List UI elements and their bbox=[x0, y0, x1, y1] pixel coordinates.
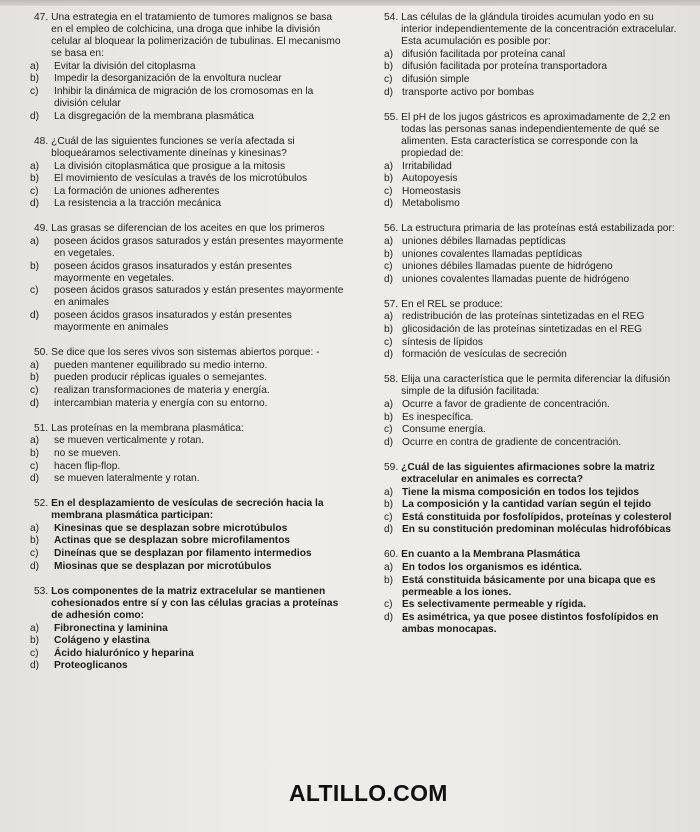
answer-option bbox=[30, 535, 346, 547]
question-49 bbox=[30, 223, 346, 334]
question-text: La estructura primaria de las proteínas está estabilizada por: bbox=[401, 223, 675, 235]
option-text: redistribución de las proteínas sintetizadas en el REG bbox=[402, 311, 645, 323]
question-58 bbox=[384, 374, 684, 449]
option-text: uniones covalentes llamadas puente de hidrógeno bbox=[402, 273, 630, 285]
option-text: pueden producir réplicas iguales o semejantes. bbox=[54, 372, 267, 384]
option-text: Consume energía. bbox=[402, 424, 486, 436]
option-text: Evitar la división del citoplasma bbox=[54, 60, 196, 72]
question-stem bbox=[34, 498, 346, 522]
question-52 bbox=[30, 498, 346, 573]
option-text: transporte activo por bombas bbox=[402, 86, 534, 98]
answer-option bbox=[30, 173, 346, 185]
option-text: Proteoglicanos bbox=[54, 660, 128, 672]
option-text: Dineínas que se desplazan por filamento intermedios bbox=[54, 548, 312, 560]
option-text: poseen ácidos grasos saturados y están presentes mayormente en vegetales. bbox=[54, 236, 344, 260]
answer-option bbox=[30, 160, 346, 173]
answer-option bbox=[384, 424, 684, 436]
option-text: El movimiento de vesículas a través de los microtúbulos bbox=[54, 173, 308, 185]
option-text: uniones covalentes llamadas peptídicas bbox=[402, 248, 583, 260]
option-text: La formación de uniones adherentes bbox=[54, 185, 220, 197]
answer-option bbox=[384, 499, 684, 511]
answer-option bbox=[384, 612, 684, 636]
option-text: Colágeno y elastina bbox=[54, 635, 150, 647]
option-text: Está constituida por fosfolípidos, proteínas y colesterol bbox=[402, 511, 672, 523]
question-55 bbox=[384, 112, 684, 211]
option-text: La resistencia a la tracción mecánica bbox=[54, 198, 222, 210]
option-letter: d) bbox=[384, 198, 394, 210]
answer-option bbox=[30, 635, 346, 647]
option-letter: d) bbox=[384, 524, 394, 536]
option-text: La composición y la cantidad varían según el tejido bbox=[402, 499, 652, 511]
option-letter: c) bbox=[384, 336, 393, 348]
question-text: Elija una característica que le permita diferenciar la difusión simple de la difusión facilitada: bbox=[401, 374, 671, 398]
top-edge-shadow bbox=[0, 0, 700, 6]
option-text: difusión facilitada por proteína canal bbox=[402, 48, 566, 60]
question-stem bbox=[384, 462, 684, 486]
answer-option bbox=[30, 622, 346, 635]
option-text: Irritabilidad bbox=[402, 160, 452, 172]
question-number: 47. bbox=[34, 12, 49, 23]
option-letter: d) bbox=[30, 198, 40, 210]
option-text: Metabolismo bbox=[402, 198, 460, 210]
option-text: formación de vesículas de secreción bbox=[402, 349, 567, 361]
question-59 bbox=[384, 462, 684, 537]
option-letter: c) bbox=[30, 647, 39, 659]
answer-option bbox=[30, 435, 346, 447]
answer-option bbox=[30, 310, 346, 334]
question-text: ¿Cuál de las siguientes funciones se vería afectada si bloqueáramos selectivamente dineínas y kinesinas? bbox=[51, 135, 295, 159]
option-text: Ocurre a favor de gradiente de concentración. bbox=[402, 399, 610, 411]
question-text: Las grasas se diferencian de los aceites en que los primeros bbox=[51, 223, 325, 235]
option-letter: c) bbox=[384, 424, 393, 436]
answer-option bbox=[30, 60, 346, 73]
question-number: 59. bbox=[384, 461, 399, 473]
option-letter: b) bbox=[30, 447, 40, 459]
option-text: uniones débiles llamadas peptídicas bbox=[402, 236, 566, 247]
left-column bbox=[30, 12, 346, 685]
option-letter: a) bbox=[30, 160, 40, 172]
question-text: Las proteínas en la membrana plasmática: bbox=[51, 422, 244, 434]
option-letter: a) bbox=[384, 486, 394, 498]
option-letter: c) bbox=[30, 86, 39, 98]
question-stem bbox=[34, 136, 346, 160]
option-text: Homeostasis bbox=[402, 185, 461, 197]
question-number: 51. bbox=[34, 422, 49, 434]
option-letter: a) bbox=[384, 236, 394, 247]
option-letter: c) bbox=[384, 185, 393, 197]
option-letter: d) bbox=[384, 611, 394, 623]
right-column bbox=[384, 12, 684, 649]
option-letter: d) bbox=[30, 110, 40, 122]
option-text: Impedir la desorganización de la envoltura nuclear bbox=[54, 73, 282, 85]
answer-option bbox=[384, 173, 684, 185]
answer-option bbox=[384, 198, 684, 210]
question-stem bbox=[384, 12, 684, 48]
option-letter: a) bbox=[30, 60, 40, 72]
option-text: Autopoyesis bbox=[402, 173, 458, 185]
option-letter: a) bbox=[384, 562, 394, 574]
answer-option bbox=[30, 447, 346, 460]
answer-option bbox=[384, 324, 684, 336]
option-text: uniones débiles llamadas puente de hidrógeno bbox=[402, 261, 613, 273]
answer-option bbox=[384, 412, 684, 424]
option-letter: c) bbox=[384, 73, 393, 85]
question-number: 55. bbox=[384, 111, 399, 123]
option-text: La división citoplasmática que prosigue a la mitosis bbox=[54, 160, 286, 172]
answer-option bbox=[384, 49, 684, 61]
option-text: difusión facilitada por proteína transportadora bbox=[402, 61, 608, 73]
option-text: poseen ácidos grasos insaturados y están presentes mayormente en animales bbox=[54, 310, 292, 334]
option-letter: b) bbox=[30, 260, 40, 272]
answer-option bbox=[30, 86, 346, 110]
answer-option bbox=[384, 562, 684, 574]
option-text: Kinesinas que se desplazan sobre microtúbulos bbox=[54, 522, 288, 534]
option-text: pueden mantener equilibrado su medio interno. bbox=[54, 359, 268, 371]
question-50 bbox=[30, 347, 346, 409]
answer-option bbox=[30, 73, 346, 85]
option-text: La disgregación de la membrana plasmática bbox=[54, 110, 254, 122]
option-text: síntesis de lípidos bbox=[402, 336, 483, 348]
answer-option bbox=[384, 337, 684, 349]
answer-option bbox=[384, 349, 684, 361]
option-letter: d) bbox=[30, 660, 40, 672]
option-text: Ocurre en contra de gradiente de concentración. bbox=[402, 436, 622, 448]
answer-option bbox=[384, 512, 684, 524]
option-text: Está constituida básicamente por una bicapa que es permeable a los iones. bbox=[402, 574, 656, 598]
option-letter: b) bbox=[384, 173, 394, 185]
answer-option bbox=[30, 285, 346, 309]
option-letter: a) bbox=[30, 359, 40, 371]
question-text: En el REL se produce: bbox=[401, 298, 503, 310]
option-text: poseen ácidos grasos saturados y están presentes mayormente en animales bbox=[54, 285, 344, 309]
answer-option bbox=[384, 249, 684, 261]
question-text: En el desplazamiento de vesículas de secreción hacia la membrana plasmática participan: bbox=[51, 498, 324, 522]
option-text: intercambian materia y energía con su entorno. bbox=[54, 397, 268, 409]
question-number: 58. bbox=[384, 374, 399, 386]
option-letter: b) bbox=[384, 248, 394, 260]
option-letter: d) bbox=[384, 273, 394, 285]
answer-option bbox=[384, 274, 684, 286]
option-text: Tiene la misma composición en todos los tejidos bbox=[402, 486, 640, 498]
question-stem bbox=[34, 223, 346, 235]
question-number: 56. bbox=[384, 223, 399, 235]
answer-option bbox=[384, 575, 684, 599]
option-letter: c) bbox=[30, 185, 39, 197]
answer-option bbox=[30, 372, 346, 384]
option-letter: c) bbox=[384, 599, 393, 611]
question-number: 57. bbox=[384, 298, 399, 310]
answer-option bbox=[30, 473, 346, 485]
question-number: 48. bbox=[34, 135, 49, 147]
answer-option bbox=[384, 161, 684, 173]
option-letter: d) bbox=[30, 397, 40, 409]
answer-option bbox=[30, 236, 346, 260]
option-letter: d) bbox=[30, 473, 40, 485]
option-letter: b) bbox=[30, 535, 40, 547]
option-letter: d) bbox=[384, 86, 394, 98]
option-text: poseen ácidos grasos insaturados y están presentes mayormente en vegetales. bbox=[54, 260, 292, 284]
question-stem bbox=[384, 299, 684, 311]
option-text: Es inespecífica. bbox=[402, 411, 474, 423]
answer-option bbox=[384, 87, 684, 99]
question-56 bbox=[384, 223, 684, 285]
option-text: difusión simple bbox=[402, 73, 470, 85]
option-letter: d) bbox=[384, 349, 394, 361]
question-stem bbox=[384, 374, 684, 398]
option-text: Es asimétrica, ya que posee distintos fosfolípidos en ambas monocapas. bbox=[402, 611, 659, 636]
option-text: Fibronectina y laminina bbox=[54, 622, 168, 634]
question-number: 53. bbox=[34, 585, 49, 597]
answer-option bbox=[30, 548, 346, 560]
answer-option bbox=[30, 260, 346, 285]
question-number: 49. bbox=[34, 223, 49, 235]
question-stem bbox=[34, 347, 346, 359]
question-stem bbox=[384, 223, 684, 235]
option-letter: d) bbox=[384, 436, 394, 448]
question-48 bbox=[30, 135, 346, 211]
option-text: Actinas que se desplazan sobre microfilamentos bbox=[54, 535, 291, 547]
answer-option bbox=[30, 385, 346, 397]
option-letter: d) bbox=[30, 310, 40, 322]
option-text: se mueven verticalmente y rotan. bbox=[54, 435, 205, 447]
option-letter: a) bbox=[30, 236, 40, 247]
option-text: En todos los organismos es idéntica. bbox=[402, 562, 583, 574]
answer-option bbox=[30, 647, 346, 660]
question-47 bbox=[30, 12, 346, 123]
option-letter: a) bbox=[384, 399, 394, 411]
question-text: En cuanto a la Membrana Plasmática bbox=[401, 549, 581, 561]
option-text: hacen flip-flop. bbox=[54, 460, 121, 472]
question-text: El pH de los jugos gástricos es aproximadamente de 2,2 en todas las personas sanas independientemente de qué se alimenten. Esta característica se corresponde con la propiedad de: bbox=[401, 111, 671, 159]
option-letter: a) bbox=[30, 435, 40, 447]
question-text: Los componentes de la matriz extracelular se mantienen cohesionados entre sí y con las células gracias a proteínas de adhesión como: bbox=[51, 585, 339, 621]
question-number: 52. bbox=[34, 498, 49, 510]
answer-option bbox=[30, 110, 346, 123]
option-letter: b) bbox=[30, 372, 40, 384]
question-stem bbox=[384, 112, 684, 160]
question-text: Una estrategia en el tratamiento de tumores malignos se basa en el empleo de colchicina, una droga que inhibe la división celular al bloquear la polimerización de tubulinas. El mecanismo se basa en: bbox=[51, 12, 341, 60]
question-text: Se dice que los seres vivos son sistemas abiertos porque: - bbox=[51, 347, 320, 359]
option-letter: b) bbox=[384, 61, 394, 73]
question-number: 60. bbox=[384, 549, 399, 561]
answer-option bbox=[384, 74, 684, 86]
option-letter: c) bbox=[30, 460, 39, 472]
answer-option bbox=[30, 198, 346, 210]
question-text: Las células de la glándula tiroides acumulan yodo en su interior independientemente de la concentración extracelular. Esta acumulación es posible por: bbox=[401, 12, 677, 48]
option-text: se mueven lateralmente y rotan. bbox=[54, 473, 200, 485]
answer-option bbox=[384, 61, 684, 73]
answer-option bbox=[384, 487, 684, 499]
option-text: realizan transformaciones de materia y energía. bbox=[54, 385, 270, 397]
option-letter: a) bbox=[30, 522, 40, 534]
answer-option bbox=[30, 185, 346, 198]
option-letter: b) bbox=[30, 73, 40, 85]
option-text: Miosinas que se desplazan por microtúbulos bbox=[54, 560, 272, 572]
answer-option bbox=[384, 524, 684, 536]
option-letter: b) bbox=[384, 411, 394, 423]
question-54 bbox=[384, 12, 684, 99]
answer-option bbox=[30, 660, 346, 672]
answer-option bbox=[384, 236, 684, 248]
option-letter: b) bbox=[30, 635, 40, 647]
question-57 bbox=[384, 299, 684, 361]
answer-option bbox=[384, 311, 684, 323]
question-stem bbox=[34, 586, 346, 622]
question-number: 50. bbox=[34, 347, 49, 359]
question-number: 54. bbox=[384, 12, 399, 23]
answer-option bbox=[384, 599, 684, 611]
question-51 bbox=[30, 422, 346, 485]
question-stem bbox=[34, 12, 346, 60]
option-letter: c) bbox=[384, 511, 393, 523]
option-letter: c) bbox=[30, 548, 39, 560]
answer-option bbox=[384, 437, 684, 449]
option-text: Ácido hialurónico y heparina bbox=[54, 647, 194, 659]
option-letter: c) bbox=[30, 385, 39, 397]
option-text: Inhibir la dinámica de migración de los cromosomas en la división celular bbox=[54, 86, 314, 110]
option-text: glicosidación de las proteínas sintetizadas en el REG bbox=[402, 324, 643, 336]
question-stem bbox=[384, 549, 684, 561]
question-60 bbox=[384, 549, 684, 636]
answer-option bbox=[384, 261, 684, 273]
question-stem bbox=[34, 423, 346, 435]
answer-option bbox=[30, 522, 346, 535]
question-53 bbox=[30, 585, 346, 673]
option-letter: a) bbox=[30, 622, 40, 634]
answer-option bbox=[384, 186, 684, 198]
option-letter: b) bbox=[384, 499, 394, 511]
option-text: En su constitución predominan moléculas hidrofóbicas bbox=[402, 524, 671, 536]
option-letter: b) bbox=[384, 324, 394, 336]
option-text: no se mueven. bbox=[54, 447, 121, 459]
answer-option bbox=[30, 359, 346, 372]
option-letter: c) bbox=[30, 285, 39, 297]
answer-option bbox=[384, 399, 684, 411]
site-watermark: ALTILLO.COM bbox=[289, 780, 448, 806]
option-letter: a) bbox=[384, 311, 394, 323]
option-text: Es selectivamente permeable y rígida. bbox=[402, 599, 587, 611]
option-letter: b) bbox=[384, 574, 394, 586]
answer-option bbox=[30, 397, 346, 410]
option-letter: d) bbox=[30, 560, 40, 572]
question-text: ¿Cuál de las siguientes afirmaciones sobre la matriz extracelular en animales es correcta? bbox=[401, 461, 655, 485]
option-letter: a) bbox=[384, 160, 394, 172]
answer-option bbox=[30, 460, 346, 473]
answer-option bbox=[30, 560, 346, 573]
option-letter: b) bbox=[30, 173, 40, 185]
option-letter: a) bbox=[384, 48, 394, 60]
option-letter: c) bbox=[384, 261, 393, 273]
